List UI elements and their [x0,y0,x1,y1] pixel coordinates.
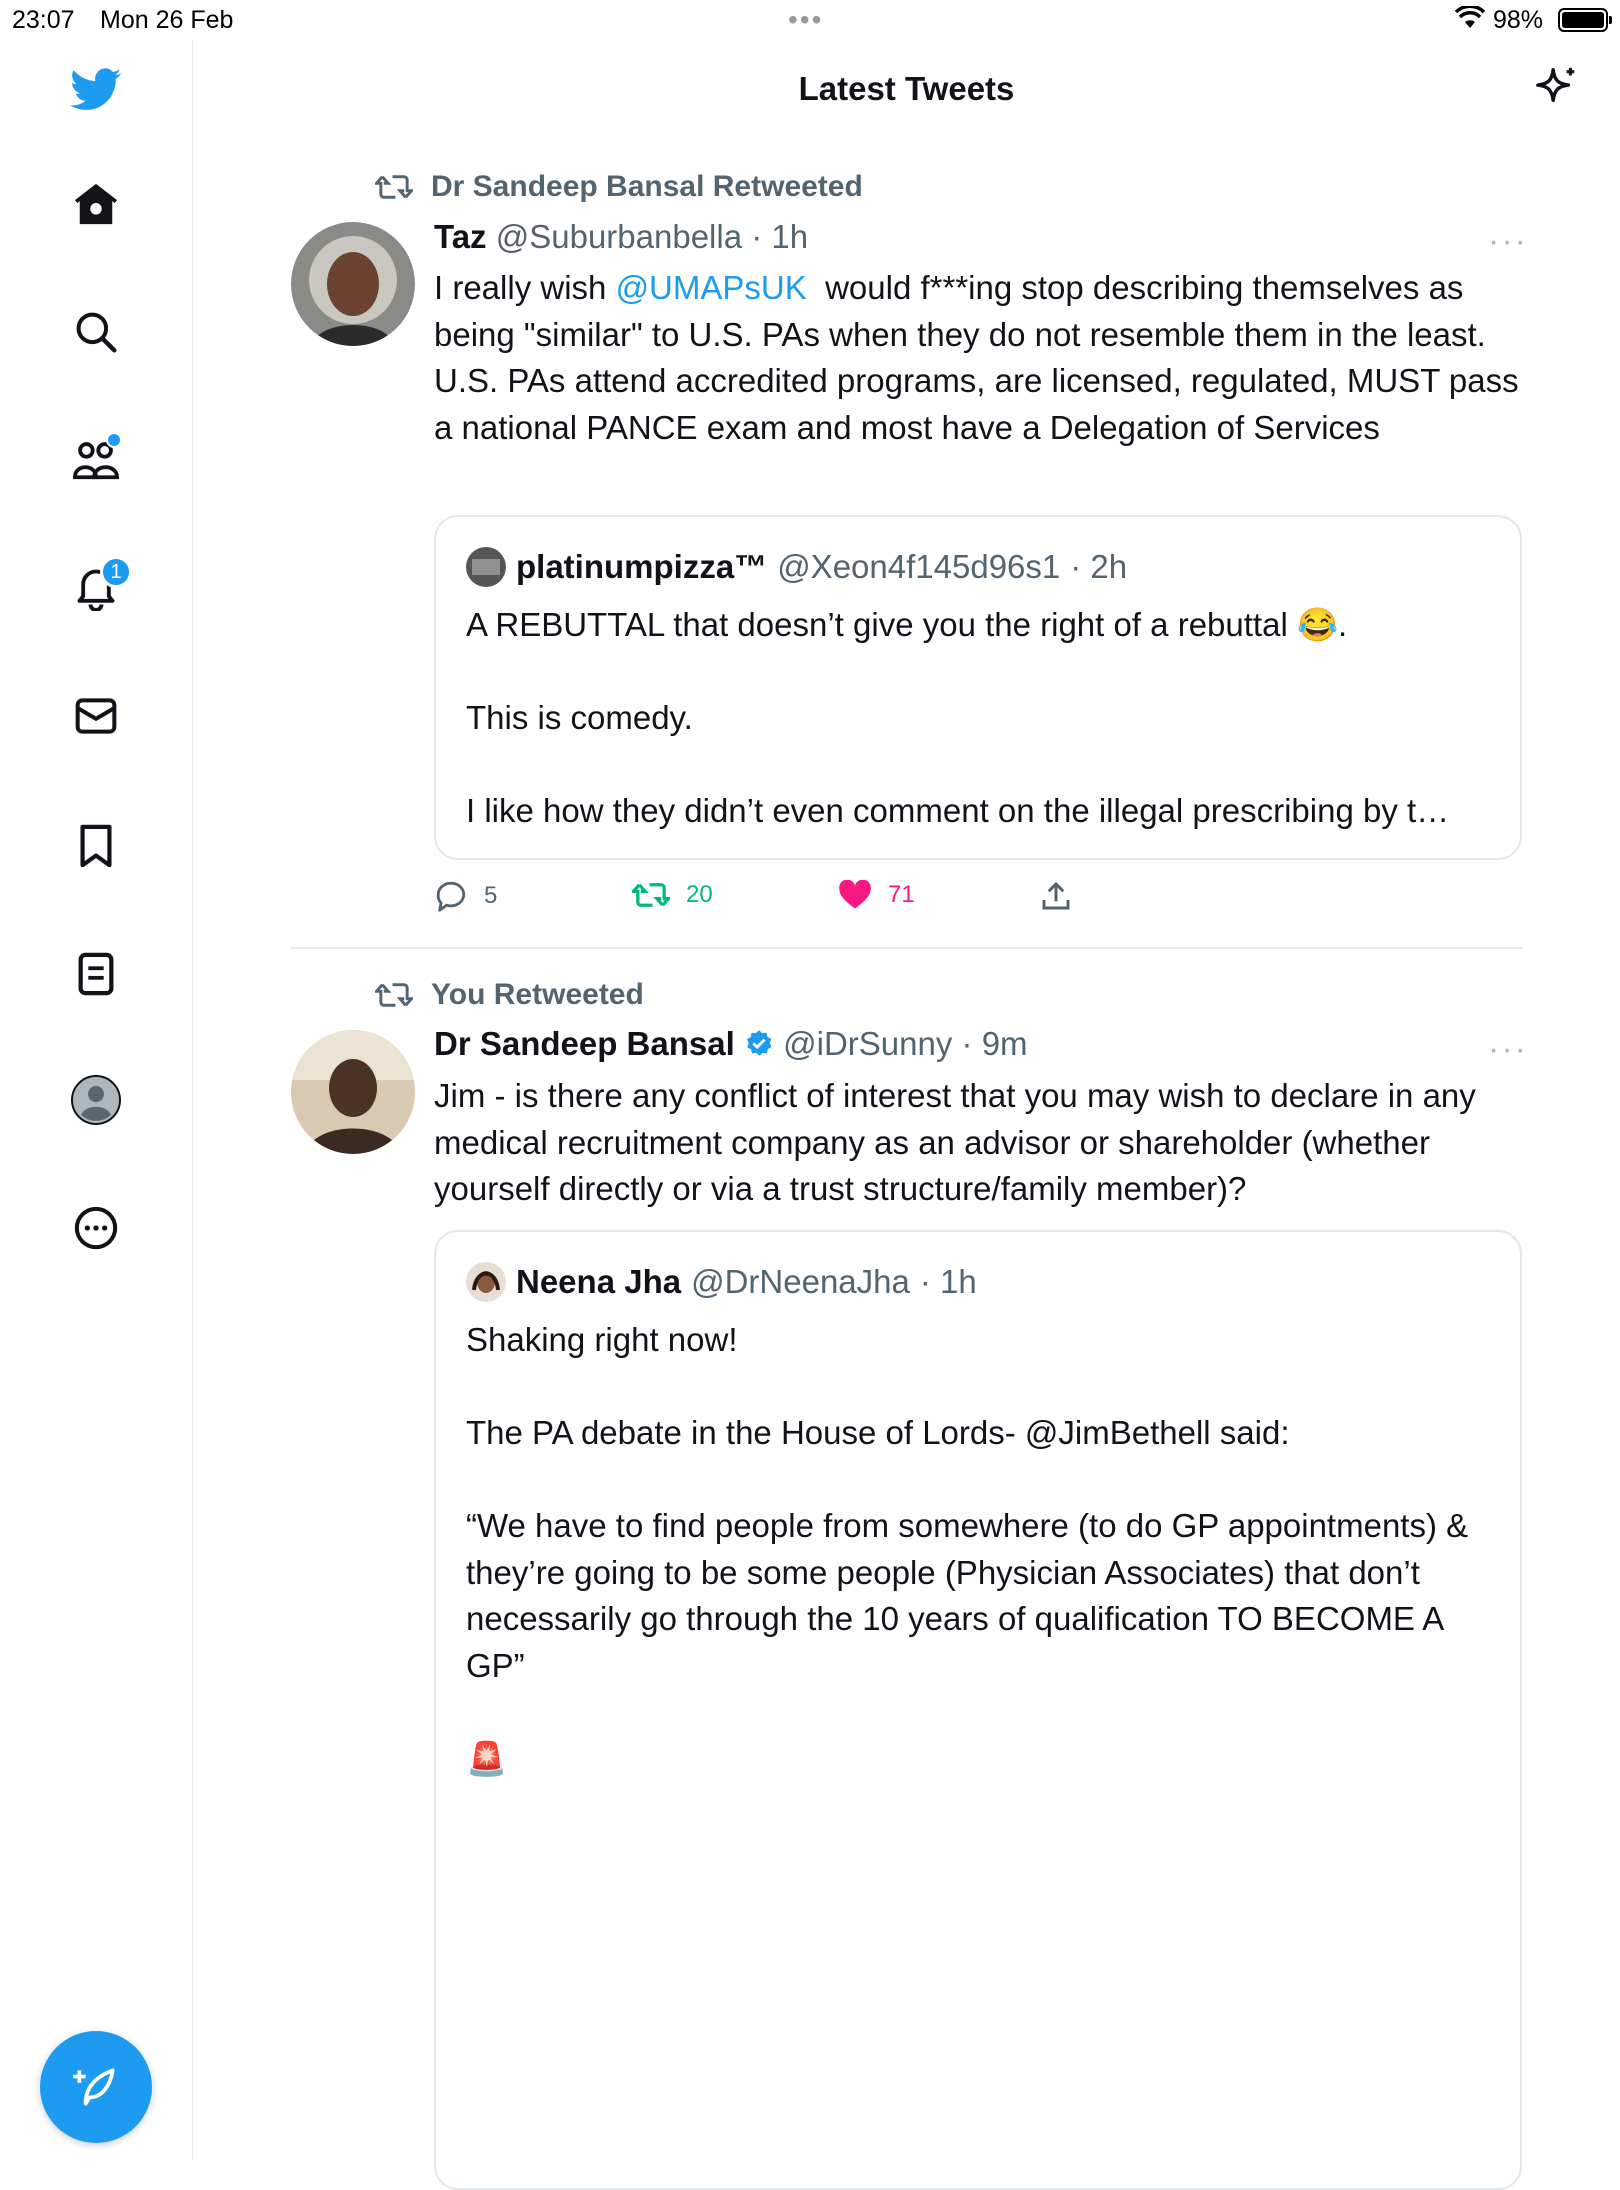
status-time: 23:07 [12,6,75,34]
quote-author-handle: @Xeon4f145d96s1 [777,548,1061,585]
bookmarks-icon[interactable] [70,820,122,872]
author-handle[interactable]: @iDrSunny [783,1025,953,1062]
tweet-more-icon[interactable]: ··· [1488,222,1528,260]
tweet-text: I really wish @UMAPsUK would f***ing stop describing themselves as being "similar" to U.S. PAs when they do not resemble them in the least. U.S. PAs attend accredited programs, are licensed, regulated, MUST pass a national PANCE exam and most have a Delegation of Services [434,269,1528,446]
wifi-icon [1455,6,1485,37]
share-icon [1040,880,1072,912]
battery-icon [1558,8,1608,32]
like-count: 71 [888,881,915,908]
retweet-context[interactable] [375,978,644,1012]
quote-header [466,547,1127,587]
share-button[interactable] [1040,880,1072,912]
author-name[interactable]: Dr Sandeep Bansal [434,1025,735,1062]
more-options-icon[interactable] [70,1202,122,1254]
author-name[interactable]: Taz [434,218,487,255]
messages-icon[interactable] [70,690,122,742]
tweet-header [434,1025,1028,1063]
reply-count: 5 [484,882,498,909]
tweet-time: · 9m [961,1025,1028,1062]
multitasking-dots-icon[interactable]: ••• [788,4,824,35]
notifications-badge: 1 [100,556,132,588]
battery-percent: 98% [1493,6,1544,34]
communities-icon[interactable] [70,434,122,486]
retweet-icon [632,880,670,910]
tweet-more-icon[interactable]: ··· [1488,1030,1528,1068]
quote-avatar [466,1262,506,1302]
quote-tweet[interactable] [434,1230,1522,2190]
avatar[interactable] [291,1030,415,1154]
notifications-icon[interactable] [70,562,122,614]
profile-avatar-icon[interactable] [70,1074,122,1126]
retweet-icon [375,980,413,1010]
tweet-divider [291,947,1523,949]
status-date: Mon 26 Feb [100,6,234,34]
sparkle-icon[interactable] [1534,64,1580,110]
retweet-icon [375,172,413,202]
quote-author-handle: @DrNeenaJha [691,1263,910,1300]
communities-dot [106,432,122,448]
search-icon[interactable] [70,306,122,358]
compose-tweet-button[interactable] [40,2031,152,2143]
quote-text: Shaking right now! The PA debate in the House of Lords- @JimBethell said: “We have to find people from somewhere (to do GP appointments) & they’re going to be some people (Physician Associates) that don’t necessarily go through the 10 years of qualification TO BECOME A GP” 🚨 [466,1321,1469,1777]
like-button[interactable] [838,880,915,910]
quote-tweet[interactable] [434,515,1522,860]
author-handle[interactable]: @Suburbanbella [495,218,743,255]
quote-avatar [466,547,506,587]
quote-text: A REBUTTAL that doesn’t give you the right of a rebuttal 😂. This is comedy. I like how they didn’t even comment on the illegal prescribing by t… [466,606,1450,829]
twitter-logo-icon[interactable] [70,64,122,116]
retweet-count: 20 [686,881,713,908]
tweet-text: Jim - is there any conflict of interest that you may wish to declare in any medical recruitment company as an advisor or shareholder (whether yourself directly or via a trust structure/family member)? [434,1077,1485,1207]
retweet-context[interactable] [375,170,863,204]
sidebar [0,40,193,2160]
tweet-actions [434,880,1534,920]
avatar[interactable] [291,222,415,346]
heart-icon [838,880,872,910]
retweet-context-label: You Retweeted [431,978,644,1011]
quote-author-name: Neena Jha [516,1263,682,1300]
quote-header [466,1262,977,1302]
home-icon[interactable] [70,178,122,230]
reply-button[interactable] [434,880,497,912]
verified-badge-icon [744,1029,774,1059]
tweet-header [434,218,808,256]
retweet-button[interactable] [632,880,713,910]
quote-time: · 1h [919,1263,977,1300]
lists-icon[interactable] [70,948,122,1000]
retweet-context-label: Dr Sandeep Bansal Retweeted [431,170,863,203]
page-title: Latest Tweets [798,70,1015,107]
mention-link[interactable]: @UMAPsUK [615,269,807,306]
status-bar [0,0,1620,40]
tweet-time: · 1h [751,218,809,255]
reply-icon [434,880,468,912]
quote-author-name: platinumpizza™ [516,548,768,585]
quote-time: · 2h [1070,548,1128,585]
